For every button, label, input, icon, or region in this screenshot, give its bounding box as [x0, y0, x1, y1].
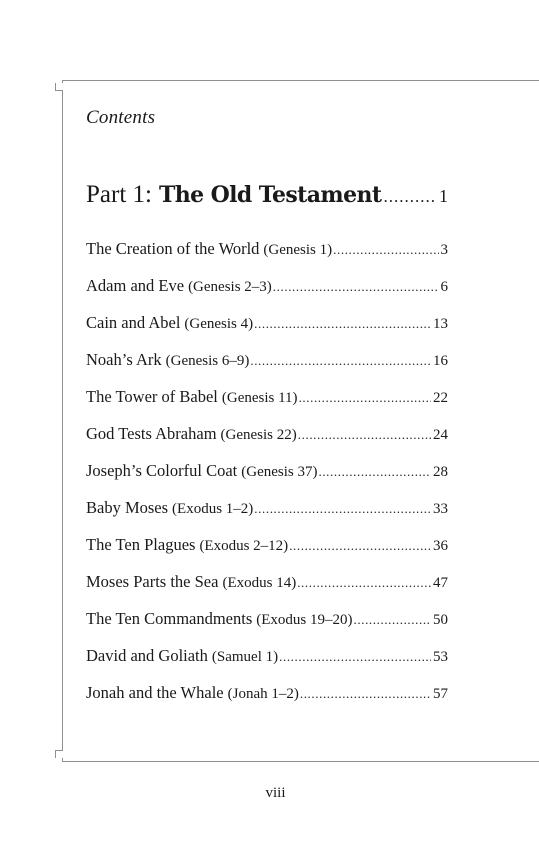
entry-page-number: 57	[433, 686, 448, 702]
entry-page-number: 50	[433, 612, 448, 628]
entry-reference: (Genesis 6–9)	[165, 353, 250, 369]
dot-leader	[317, 464, 431, 480]
entry-page-number: 28	[433, 464, 448, 480]
entry-title: Cain and Abel	[86, 313, 181, 332]
toc-entry[interactable]	[86, 387, 448, 424]
entry-reference: (Genesis 37)	[241, 464, 318, 480]
dot-leader	[288, 538, 431, 554]
entry-title: Moses Parts the Sea	[86, 572, 219, 591]
entry-reference: (Genesis 4)	[184, 316, 254, 332]
dot-leader	[272, 279, 439, 295]
entry-title: Noah’s Ark	[86, 350, 162, 369]
toc-entry[interactable]	[86, 239, 448, 276]
entry-title: The Tower of Babel	[86, 387, 218, 406]
dot-leader	[253, 501, 431, 517]
entry-title: God Tests Abraham	[86, 424, 217, 443]
entry-title: Jonah and the Whale	[86, 683, 224, 702]
frame-top-rule	[62, 80, 539, 81]
toc-list	[86, 239, 448, 720]
entry-reference: (Genesis 1)	[263, 242, 333, 258]
dot-leader	[332, 242, 438, 258]
entry-page-number: 24	[433, 427, 448, 443]
entry-page-number: 33	[433, 501, 448, 517]
entry-reference: (Jonah 1–2)	[227, 686, 299, 702]
entry-title: The Ten Plagues	[86, 535, 196, 554]
frame-corner-ornament-bottom	[55, 750, 63, 758]
toc-entry[interactable]	[86, 646, 448, 683]
toc-entry[interactable]	[86, 313, 448, 350]
toc-entry[interactable]	[86, 424, 448, 461]
dot-leader	[353, 612, 431, 628]
part-title: The Old Testament	[158, 182, 382, 208]
toc-entry[interactable]	[86, 461, 448, 498]
dot-leader	[249, 353, 431, 369]
entry-reference: (Genesis 2–3)	[188, 279, 272, 295]
toc-entry[interactable]	[86, 609, 448, 646]
entry-reference: (Exodus 14)	[222, 575, 297, 591]
entry-page-number: 6	[440, 279, 448, 295]
entry-title: Baby Moses	[86, 498, 169, 517]
page-folio: viii	[265, 785, 286, 801]
entry-reference: (Samuel 1)	[211, 649, 279, 665]
dot-leader	[298, 390, 431, 406]
entry-title: The Ten Commandments	[86, 609, 253, 628]
running-head: Contents	[86, 107, 156, 128]
frame-bottom-rule	[62, 761, 539, 762]
entry-page-number: 36	[433, 538, 448, 554]
toc-entry[interactable]	[86, 498, 448, 535]
dot-leader	[297, 427, 431, 443]
toc-entry[interactable]	[86, 535, 448, 572]
entry-title: David and Goliath	[86, 646, 208, 665]
toc-part-heading[interactable]	[86, 181, 448, 209]
entry-page-number: 53	[433, 649, 448, 665]
entry-page-number: 22	[433, 390, 448, 406]
toc-entry[interactable]	[86, 276, 448, 313]
entry-page-number: 13	[433, 316, 448, 332]
dot-leader	[296, 575, 431, 591]
frame-left-rule	[62, 80, 63, 761]
entry-page-number: 47	[433, 575, 448, 591]
toc-entry[interactable]	[86, 350, 448, 387]
part-page-number: 1	[439, 186, 448, 206]
entry-reference: (Exodus 2–12)	[199, 538, 289, 554]
dot-leader	[278, 649, 431, 665]
entry-page-number: 16	[433, 353, 448, 369]
entry-reference: (Exodus 1–2)	[172, 501, 254, 517]
toc-entry[interactable]	[86, 572, 448, 609]
dot-leader	[299, 686, 431, 702]
entry-page-number: 3	[440, 242, 448, 258]
entry-title: Adam and Eve	[86, 276, 185, 295]
frame-corner-ornament-top	[55, 83, 63, 91]
part-label: Part 1:	[86, 181, 152, 208]
entry-title: Joseph’s Colorful Coat	[86, 461, 238, 480]
entry-title: The Creation of the World	[86, 239, 260, 258]
dot-leader	[381, 187, 436, 207]
entry-reference: (Genesis 11)	[221, 390, 298, 406]
toc-entry[interactable]	[86, 683, 448, 720]
dot-leader	[253, 316, 431, 332]
entry-reference: (Exodus 19–20)	[256, 612, 353, 628]
entry-reference: (Genesis 22)	[220, 427, 297, 443]
